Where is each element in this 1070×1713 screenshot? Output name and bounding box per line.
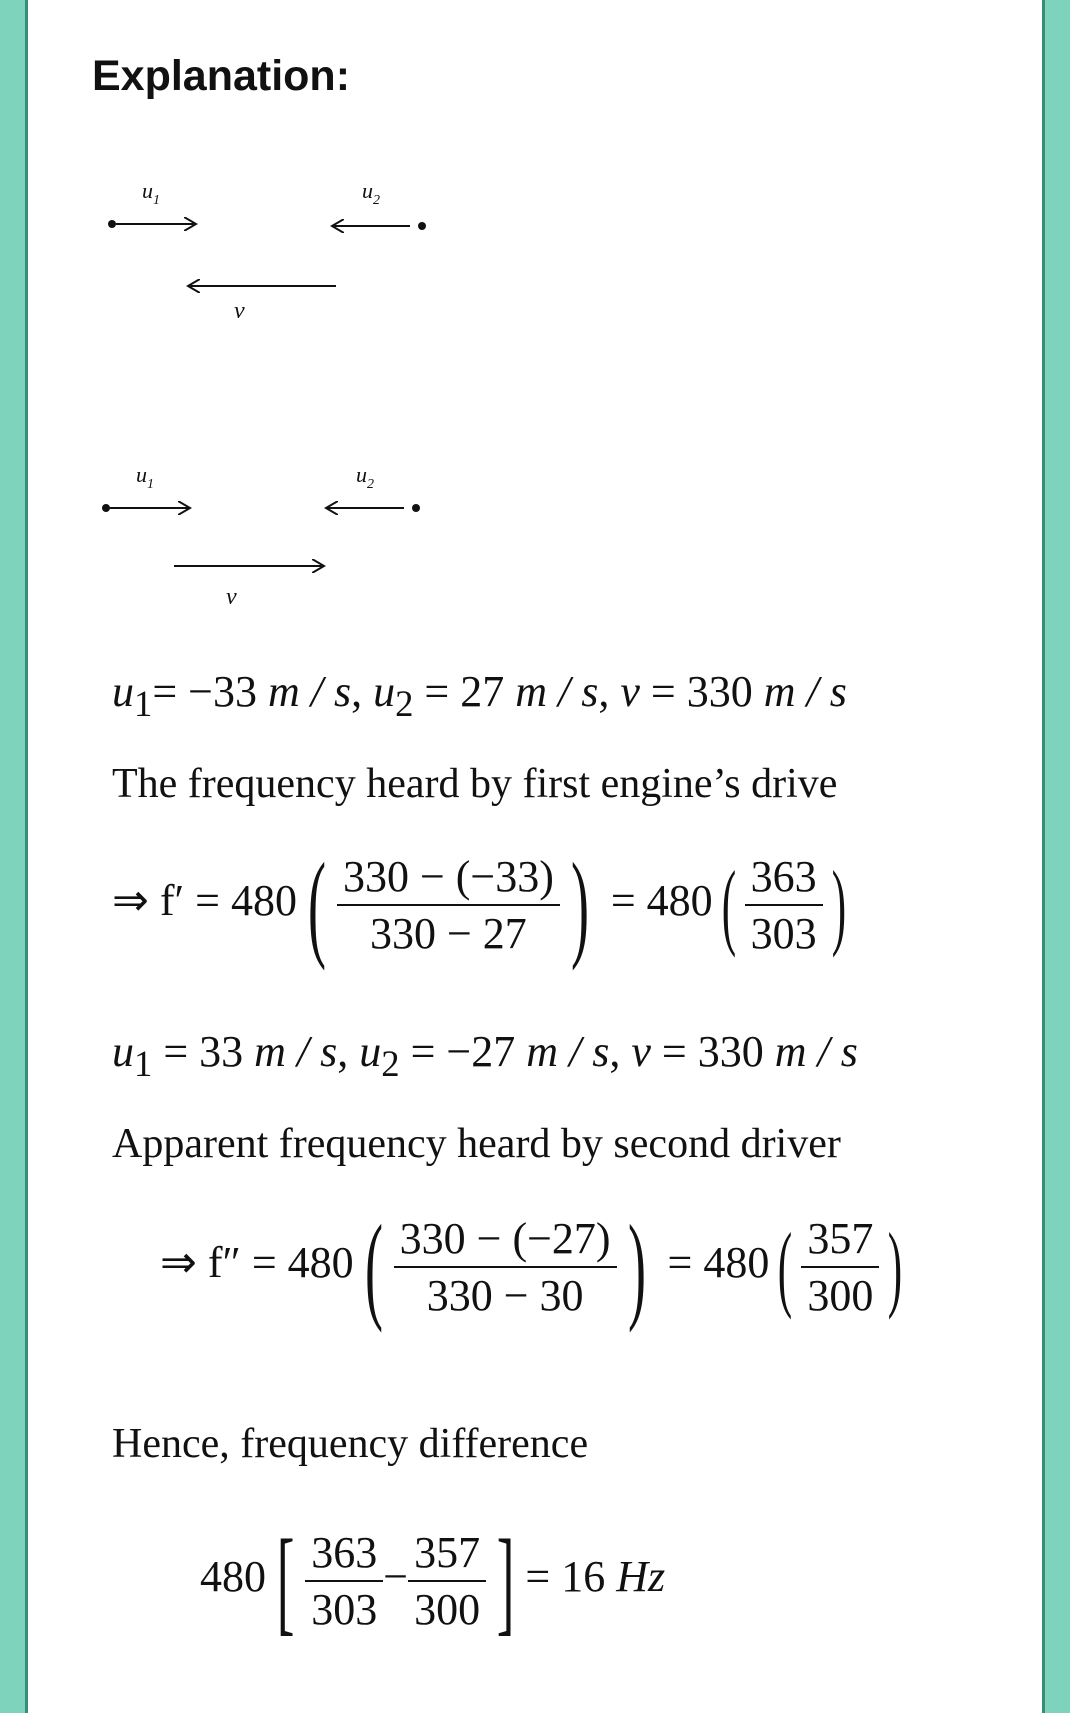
explanation-heading: Explanation: (92, 52, 351, 100)
u2-label: $u_2$ (356, 462, 374, 492)
motion-diagram-2 (92, 458, 432, 618)
text-first-driver: The frequency heard by first engine’s drive (112, 761, 838, 807)
velocities-case-2: $u_1 = 33$ m / s, $u_2 = -27$ m / s, v = 330 m / s (112, 1027, 858, 1084)
equation-f-prime: ⇒ f′ = 480( $\frac{330 - (-33)}{330 - 27}$ ) = 480( $\frac{363}{303}$ ) (112, 838, 846, 971)
equation-difference: 480[ $\frac{363}{303}$ − $\frac{357}{300}$ ] = 16 Hz (200, 1515, 666, 1646)
text-frequency-difference: Hence, frequency difference (112, 1421, 589, 1467)
u2-label: $u_2$ (362, 178, 380, 208)
v-label: v (234, 298, 245, 324)
u1-label: $u_1$ (142, 178, 160, 208)
velocities-case-1: $u_1= -33$ m / s, $u_2 = 27$ m / s, v = 330 m / s (112, 667, 847, 724)
source-1-dot (108, 220, 116, 228)
motion-diagram-1 (100, 170, 440, 330)
u1-label: $u_1$ (136, 462, 154, 492)
right-border (1042, 0, 1070, 1713)
source-1-dot (102, 504, 110, 512)
source-2-dot (412, 504, 420, 512)
source-2-dot (418, 222, 426, 230)
text-second-driver: Apparent frequency heard by second driver (112, 1121, 841, 1167)
left-border (0, 0, 28, 1713)
equation-f-double-prime: ⇒ f″ = 480( $\frac{330 - (-27)}{330 - 30}$ ) = 480( $\frac{357}{300}$ ) (160, 1200, 903, 1333)
v-label: v (226, 584, 237, 610)
